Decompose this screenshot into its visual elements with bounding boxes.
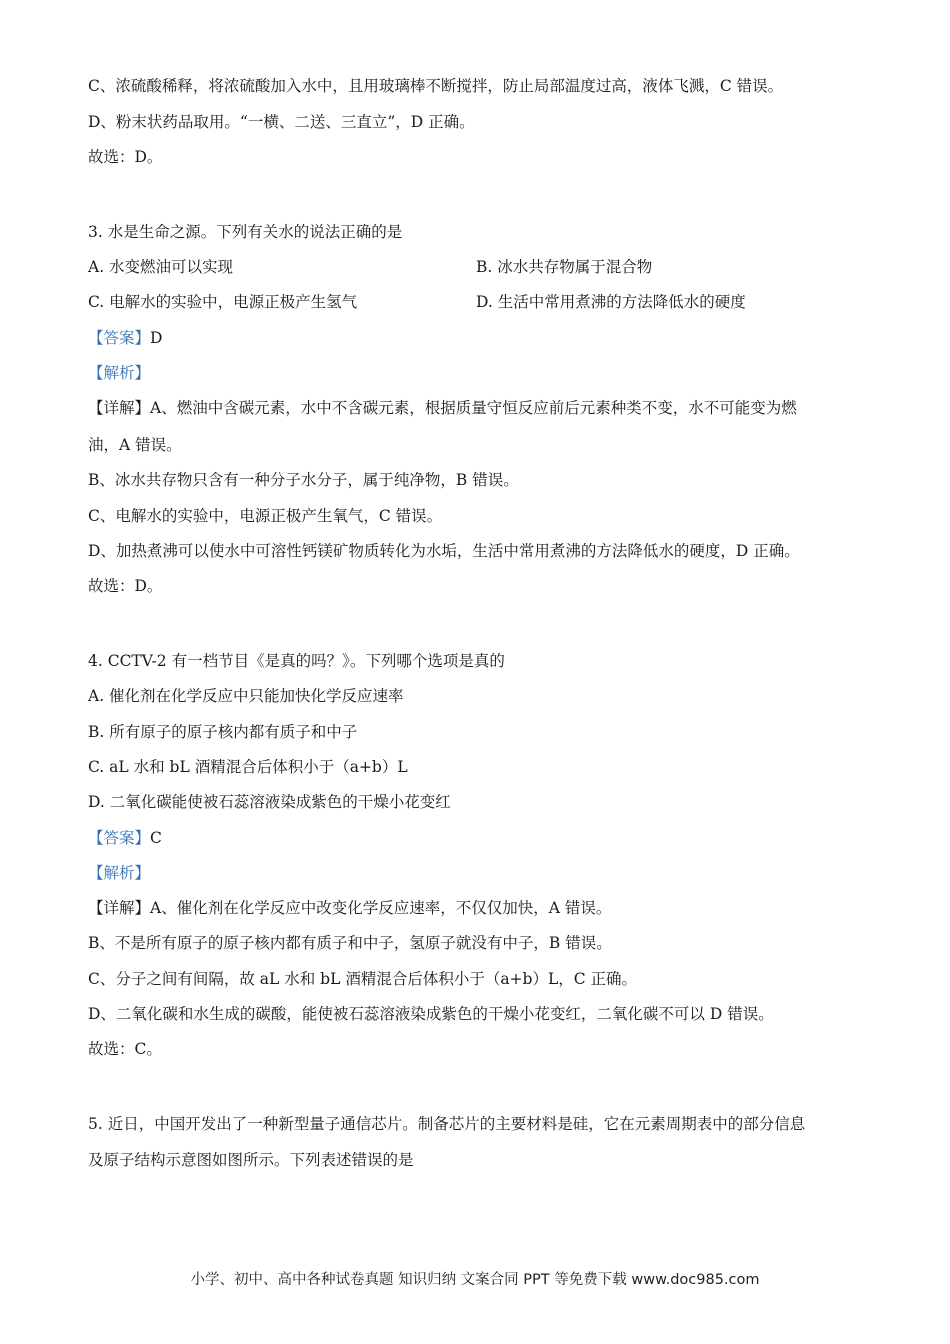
answer-tag: 【答案】 [88, 829, 151, 847]
detail-text: A、燃油中含碳元素，水中不含碳元素，根据质量守恒反应前后元素种类不变，水不可能变为燃 [150, 399, 797, 417]
detail-line: D、加热煮沸可以使水中可溶性钙镁矿物质转化为水垢，生活中常用煮沸的方法降低水的硬度，D 正确。 [88, 542, 800, 560]
question-stem: 及原子结构示意图如图所示。下列表述错误的是 [88, 1151, 414, 1169]
option-b: B. 冰水共存物属于混合物 [476, 258, 653, 276]
text-line: D、粉末状药品取用。“一横、二送、三直立”，D 正确。 [88, 113, 475, 131]
answer-line [88, 327, 162, 349]
question-stem: 4. CCTV-2 有一档节目《是真的吗？》。下列哪个选项是真的 [88, 652, 505, 670]
detail-line: D、二氧化碳和水生成的碳酸，能使被石蕊溶液染成紫色的干燥小花变红，二氧化碳不可以 D 错误。 [88, 1005, 774, 1023]
option-a: A. 催化剂在化学反应中只能加快化学反应速率 [88, 687, 404, 705]
analysis-tag: 【解析】 [88, 864, 151, 882]
option-d: D. 二氧化碳能使被石蕊溶液染成紫色的干燥小花变红 [88, 793, 451, 811]
detail-line: C、电解水的实验中，电源正极产生氧气，C 错误。 [88, 507, 443, 525]
detail-line [88, 897, 611, 919]
page-footer: 小学、初中、高中各种试卷真题 知识归纳 文案合同 PPT 等免费下载 www.doc985.com [190, 1272, 760, 1288]
detail-tag: 【详解】 [88, 899, 151, 917]
question-stem: 3. 水是生命之源。下列有关水的说法正确的是 [88, 223, 403, 241]
text-line: 故选：D。 [88, 148, 163, 166]
option-row [88, 256, 653, 278]
detail-text: A、催化剂在化学反应中改变化学反应速率，不仅仅加快，A 错误。 [150, 899, 612, 917]
option-b: B. 所有原子的原子核内都有质子和中子 [88, 723, 358, 741]
detail-line: B、冰水共存物只含有一种分子水分子，属于纯净物，B 错误。 [88, 471, 519, 489]
option-a: A. 水变燃油可以实现 [88, 258, 234, 276]
option-row [88, 291, 746, 313]
answer-value: D [150, 329, 163, 347]
detail-line: B、不是所有原子的原子核内都有质子和中子，氢原子就没有中子，B 错误。 [88, 934, 612, 952]
option-c: C. aL 水和 bL 酒精混合后体积小于（a+b）L [88, 758, 408, 776]
detail-line [88, 397, 797, 419]
detail-line: 油，A 错误。 [88, 436, 182, 454]
option-d: D. 生活中常用煮沸的方法降低水的硬度 [476, 293, 746, 311]
text-line: C、浓硫酸稀释，将浓硫酸加入水中，且用玻璃棒不断搅拌，防止局部温度过高，液体飞溅，C 错误。 [88, 77, 784, 95]
detail-line: 故选：D。 [88, 577, 163, 595]
answer-value: C [150, 829, 162, 847]
detail-line: C、分子之间有间隔，故 aL 水和 bL 酒精混合后体积小于（a+b）L，C 正确。 [88, 970, 638, 988]
analysis-tag: 【解析】 [88, 364, 151, 382]
detail-tag: 【详解】 [88, 399, 151, 417]
answer-line [88, 827, 162, 849]
question-stem: 5. 近日，中国开发出了一种新型量子通信芯片。制备芯片的主要材料是硅，它在元素周期表中的部分信息 [88, 1115, 806, 1133]
detail-line: 故选：C。 [88, 1040, 162, 1058]
answer-tag: 【答案】 [88, 329, 151, 347]
option-c: C. 电解水的实验中，电源正极产生氢气 [88, 293, 358, 311]
